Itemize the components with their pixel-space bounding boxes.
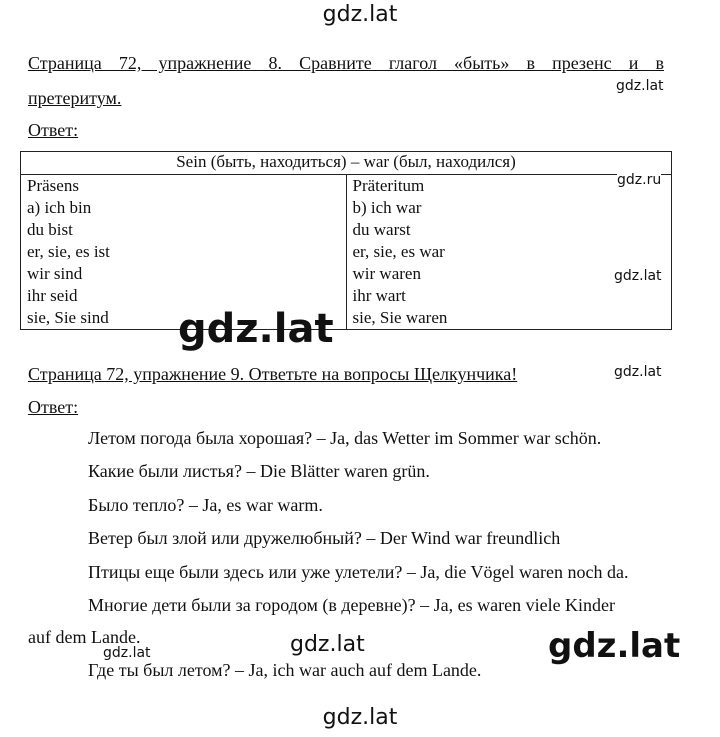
watermark-table: gdz.ru	[617, 172, 662, 188]
table-cell: wir sind	[27, 264, 83, 283]
table-cell: du warst	[352, 220, 411, 239]
table-cell: sie, Sie sind	[27, 308, 109, 327]
exercise8-title-line2: претеритум.	[28, 88, 122, 108]
qa-line: Многие дети были за городом (в деревне)? – Ja, es waren viele Kinder	[88, 595, 616, 615]
table-cell: er, sie, es ist	[27, 242, 110, 261]
table-cell: er, sie, es war	[352, 242, 445, 261]
conjugation-table	[20, 151, 672, 330]
table-cell: ihr wart	[352, 286, 406, 305]
table-column-past	[346, 175, 672, 330]
table-cell: Präsens	[27, 176, 79, 195]
watermark-top: gdz.lat	[322, 2, 398, 27]
watermark-big-right: gdz.lat	[548, 626, 681, 666]
watermark-big-center: gdz.lat	[178, 306, 334, 352]
exercise8-answer-label: Ответ:	[28, 120, 79, 140]
qa-line: Где ты был летом? – Ja, ich war auch auf dem Lande.	[88, 660, 482, 680]
table-header: Sein (быть, находиться) – war (был, находился)	[21, 152, 672, 175]
exercise9-title: Страница 72, упражнение 9. Ответьте на вопросы Щелкунчика!	[28, 364, 518, 384]
qa-line: Было тепло? – Ja, es war warm.	[88, 495, 323, 515]
watermark-small-2: gdz.lat	[614, 268, 662, 284]
table-cell: sie, Sie waren	[352, 308, 448, 327]
qa-line: Летом погода была хорошая? – Ja, das Wetter im Sommer war schön.	[88, 428, 602, 448]
table-cell: Präteritum	[352, 176, 425, 195]
exercise8-title-line1: Страница 72, упражнение 8. Сравните глагол «быть» в презенс и в	[28, 53, 664, 73]
watermark-small-left: gdz.lat	[103, 645, 151, 661]
table-cell: ihr seid	[27, 286, 78, 305]
table-cell: du bist	[27, 220, 73, 239]
qa-line: auf dem Lande.	[28, 627, 141, 647]
table-cell: b) ich war	[352, 198, 422, 217]
watermark-bottom: gdz.lat	[322, 705, 398, 730]
watermark-mid-center: gdz.lat	[290, 632, 365, 657]
watermark-small-3: gdz.lat	[614, 364, 662, 380]
qa-line: Ветер был злой или дружелюбный? – Der Wind war freundlich	[88, 528, 561, 548]
exercise9-answer-label: Ответ:	[28, 397, 79, 417]
qa-line: Птицы еще были здесь или уже улетели? – Ja, die Vögel waren noch da.	[88, 562, 629, 582]
table-cell: a) ich bin	[27, 198, 92, 217]
watermark-small-1: gdz.lat	[616, 78, 664, 94]
qa-line: Какие были листья? – Die Blätter waren grün.	[88, 461, 430, 481]
table-cell: wir waren	[352, 264, 421, 283]
